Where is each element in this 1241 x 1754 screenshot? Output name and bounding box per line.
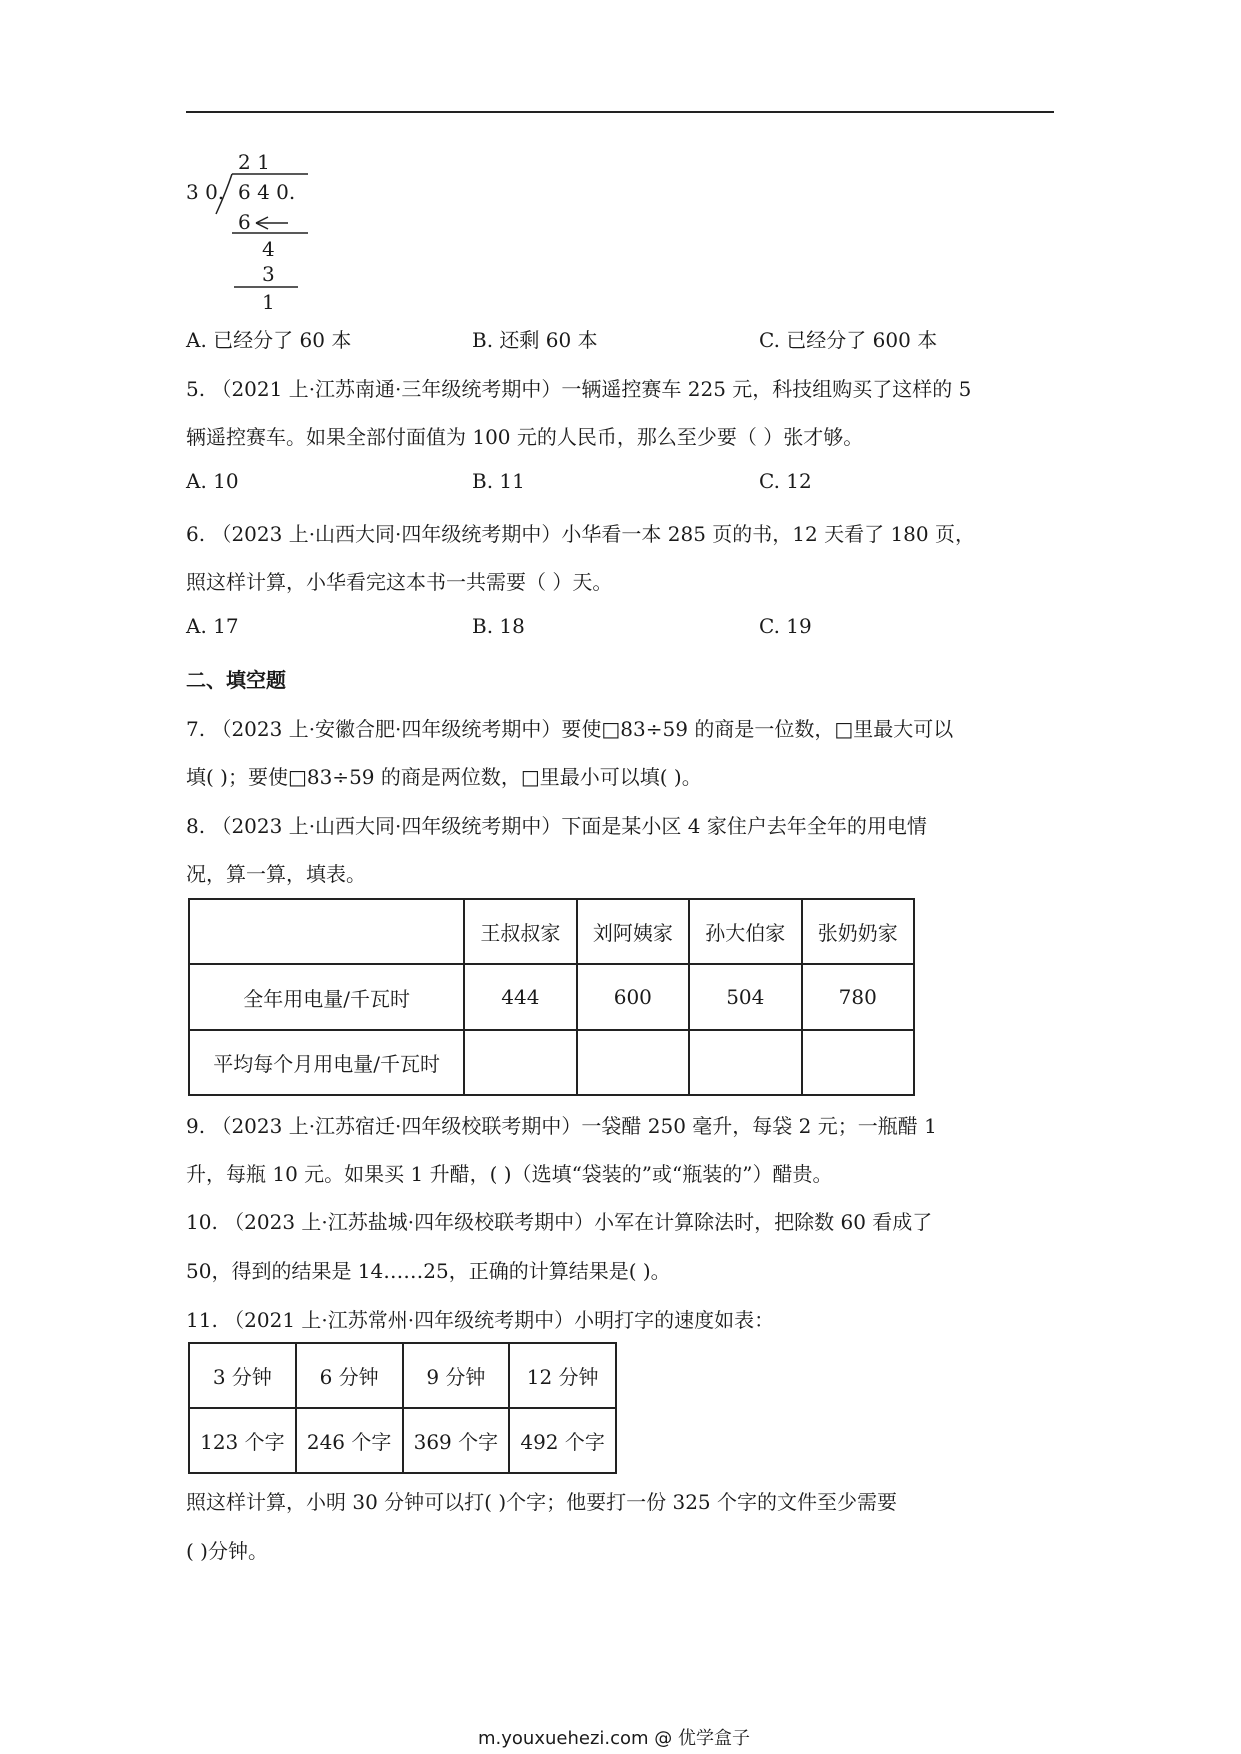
q6-option-b: B. 18 [472,614,525,638]
long-division-lines [186,150,326,310]
table-row [189,1030,914,1095]
table-header: 3 分钟 [189,1343,296,1408]
table-header: 9 分钟 [403,1343,510,1408]
table-header: 孙大伯家 [689,899,801,964]
footer-source: m.youxuehezi.com @ 优学盒子 [478,1728,751,1749]
q10-line1: 10. （2023 上·江苏盐城·四年级校联考期中）小军在计算除法时，把除数 60 看成了 [186,1210,933,1234]
q9-line2: 升，每瓶 10 元。如果买 1 升醋，( )（选填“袋装的”或“瓶装的”）醋贵。 [186,1162,833,1186]
table-row [189,1343,616,1408]
section-title-fill-blank: 二、填空题 [186,668,286,692]
q4-option-b: B. 还剩 60 本 [472,328,598,352]
table-cell: 780 [802,964,914,1030]
quotient: 2 1 [238,150,270,174]
table-cell-blank[interactable] [464,1030,576,1095]
table-row [189,899,914,964]
table-header: 刘阿姨家 [577,899,689,964]
divisor: 3 0. [186,180,225,204]
table-header: 6 分钟 [296,1343,403,1408]
q8-line2: 况，算一算，填表。 [186,862,366,886]
table-cell: 600 [577,964,689,1030]
q4-option-c: C. 已经分了 600 本 [759,328,938,352]
header-rule [186,111,1054,113]
q6-option-a: A. 17 [186,614,239,638]
q5-option-b: B. 11 [472,469,525,493]
step2-product: 3 [262,262,275,286]
table-row [189,964,914,1030]
long-division-diagram [186,150,326,314]
step1-product: 6 [238,210,251,234]
q6-line2: 照这样计算，小华看完这本书一共需要（ ）天。 [186,570,613,594]
table-header: 12 分钟 [509,1343,616,1408]
table-cell-blank[interactable] [802,1030,914,1095]
table-row [189,1408,616,1473]
electricity-table [188,898,915,1096]
table-cell [189,899,464,964]
q5-line1: 5. （2021 上·江苏南通·三年级统考期中）一辆遥控赛车 225 元，科技组购买了这样的 5 [186,377,972,401]
q6-option-c: C. 19 [759,614,812,638]
table-cell-blank[interactable] [577,1030,689,1095]
table-row-label: 平均每个月用电量/千瓦时 [189,1030,464,1095]
dividend: 6 4 0. [238,180,296,204]
table-cell: 504 [689,964,801,1030]
final-remainder: 1 [262,290,275,314]
q11-line1: 11. （2021 上·江苏常州·四年级统考期中）小明打字的速度如表： [186,1308,775,1332]
q7-line2: 填( )；要使□83÷59 的商是两位数，□里最小可以填( )。 [186,765,702,789]
table-header: 王叔叔家 [464,899,576,964]
q10-line2: 50，得到的结果是 14……25，正确的计算结果是( )。 [186,1259,671,1283]
q6-line1: 6. （2023 上·山西大同·四年级统考期中）小华看一本 285 页的书，12 天看了 180 页， [186,522,975,546]
table-header: 张奶奶家 [802,899,914,964]
table-cell: 246 个字 [296,1408,403,1473]
table-cell: 369 个字 [403,1408,510,1473]
q11-line2: 照这样计算，小明 30 分钟可以打( )个字；他要打一份 325 个字的文件至少需要 [186,1490,898,1514]
table-cell: 123 个字 [189,1408,296,1473]
q9-line1: 9. （2023 上·江苏宿迁·四年级校联考期中）一袋醋 250 毫升，每袋 2 元；一瓶醋 1 [186,1114,937,1138]
q11-line3: ( )分钟。 [186,1539,268,1563]
table-row-label: 全年用电量/千瓦时 [189,964,464,1030]
q5-option-a: A. 10 [186,469,239,493]
typing-speed-table [188,1342,617,1474]
table-cell: 492 个字 [509,1408,616,1473]
table-cell: 444 [464,964,576,1030]
q5-line2: 辆遥控赛车。如果全部付面值为 100 元的人民币，那么至少要（ ）张才够。 [186,425,864,449]
table-cell-blank[interactable] [689,1030,801,1095]
q4-option-a: A. 已经分了 60 本 [186,328,352,352]
q8-line1: 8. （2023 上·山西大同·四年级统考期中）下面是某小区 4 家住户去年全年的用电情 [186,814,927,838]
q7-line1: 7. （2023 上·安徽合肥·四年级统考期中）要使□83÷59 的商是一位数，□里最大可以 [186,717,954,741]
q5-option-c: C. 12 [759,469,812,493]
step1-remainder: 4 [262,237,275,261]
